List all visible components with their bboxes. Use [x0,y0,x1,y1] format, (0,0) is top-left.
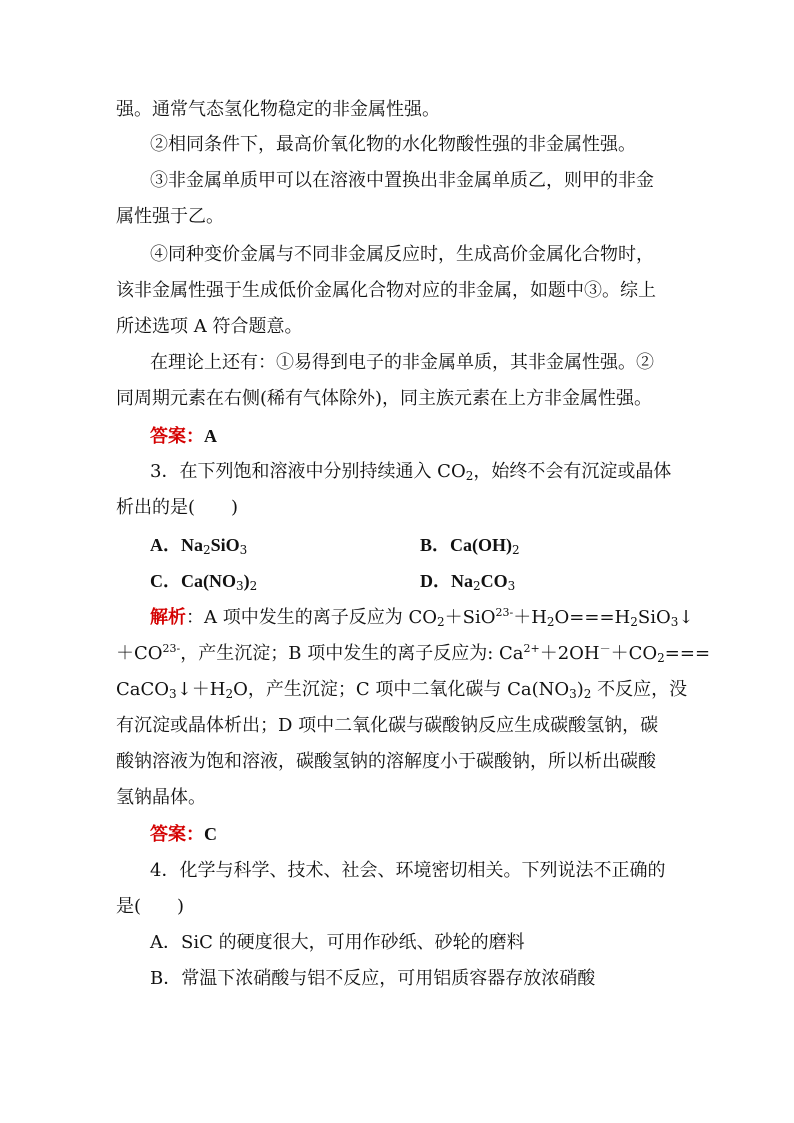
analysis-line [150,600,693,636]
paragraph-line: 所述选项 A 符合题意。 [116,316,303,337]
subscript: 2 [465,469,474,483]
subscript: 2 [473,579,481,593]
analysis-text: O，产生沉淀；C 项中二氧化碳与 Ca(NO [233,679,570,700]
analysis-text: ↓ [678,607,694,628]
superscript: 2+ [523,642,540,655]
subscript: 3 [670,615,679,629]
option-text: B．Ca(OH) [420,535,512,555]
subscript: 2 [436,615,445,629]
subscript: 3 [236,579,244,593]
answer-value: A [204,426,217,446]
paragraph-line: 该非金属性强于生成低价金属化合物对应的非金属，如题中③。综上 [116,280,656,301]
option-text: CO [480,571,508,591]
analysis-line: 氢钠晶体。 [116,787,206,808]
paragraph-line: 在理论上还有：①易得到电子的非金属单质，其非金属性强。② [150,352,654,373]
paragraph-line: 属性强于乙。 [116,206,224,227]
paragraph-line: ③非金属单质甲可以在溶液中置换出非金属单质乙，则甲的非金 [150,170,654,191]
answer-line [150,418,217,455]
subscript: 3 [569,687,577,701]
analysis-line: 有沉淀或晶体析出；D 项中二氧化碳与碳酸钠反应生成碳酸氢钠，碳 [116,715,659,736]
analysis-text: ＋CO [116,643,163,664]
analysis-text: ＋H [513,607,547,628]
superscript: 23- [495,606,514,619]
analysis-line: 酸钠溶液为饱和溶液，碳酸氢钠的溶解度小于碳酸钠，所以析出碳酸 [116,751,656,772]
subscript: 2 [630,615,638,629]
answer-label: 答案： [150,824,204,845]
option-b: B．常温下浓硝酸与铝不反应，可用铝质容器存放浓硝酸 [150,968,596,989]
answer-label: 答案： [150,426,204,447]
option-d [420,563,515,600]
answer-value: C [204,824,217,844]
analysis-text: ：A 项中发生的离子反应为 CO [186,607,437,628]
analysis-text: ＋SiO [444,607,496,628]
analysis-label: 解析 [150,607,186,628]
option-a [150,527,247,564]
analysis-text: ) [576,679,584,700]
option-c [150,563,257,600]
question-text: 3．在下列饱和溶液中分别持续通入 CO [150,461,466,482]
analysis-text: ＋CO [610,643,658,664]
answer-line [150,816,217,853]
subscript: 3 [239,543,248,557]
subscript: 2 [583,687,592,701]
subscript: 2 [657,651,665,665]
subscript: 2 [546,615,555,629]
option-a: A．SiC 的硬度很大，可用作砂纸、砂轮的磨料 [150,932,525,953]
analysis-text: SiO [637,607,671,628]
analysis-text: O===H [554,607,631,628]
option-text: ) [243,571,250,591]
subscript: 2 [249,579,258,593]
analysis-line [116,672,687,708]
superscript: － [599,642,611,655]
option-text: A．Na [150,535,203,555]
analysis-text: ↓＋H [176,679,226,700]
option-b [420,527,520,564]
analysis-line [116,636,710,672]
question-3-line: 析出的是( ) [116,497,239,518]
option-text: C．Ca(NO [150,571,236,591]
subscript: 2 [203,543,211,557]
paragraph-line: 同周期元素在右侧(稀有气体除外)，同主族元素在上方非金属性强。 [116,388,653,409]
subscript: 3 [169,687,177,701]
subscript: 3 [507,579,516,593]
analysis-text: CaCO [116,679,170,700]
option-text: SiO [210,535,240,555]
question-4-line: 4．化学与科学、技术、社会、环境密切相关。下列说法不正确的 [150,860,666,881]
option-text: D．Na [420,571,473,591]
paragraph-line: 强。通常气态氢化物稳定的非金属性强。 [116,99,440,120]
analysis-text: ＋2OH [539,643,600,664]
question-text: ，始终不会有沉淀或晶体 [473,461,672,482]
analysis-text: === [664,643,711,664]
superscript: 23- [162,642,181,655]
question-3-line [150,454,671,490]
subscript: 2 [512,543,520,557]
analysis-text: ，产生沉淀；B 项中发生的离子反应为: Ca [180,643,524,664]
paragraph-line: ②相同条件下，最高价氧化物的水化物酸性强的非金属性强。 [150,134,636,155]
analysis-text: 不反应，没 [591,679,688,700]
question-4-line: 是( ) [116,896,185,917]
paragraph-line: ④同种变价金属与不同非金属反应时，生成高价金属化合物时， [150,244,654,265]
subscript: 2 [225,687,234,701]
